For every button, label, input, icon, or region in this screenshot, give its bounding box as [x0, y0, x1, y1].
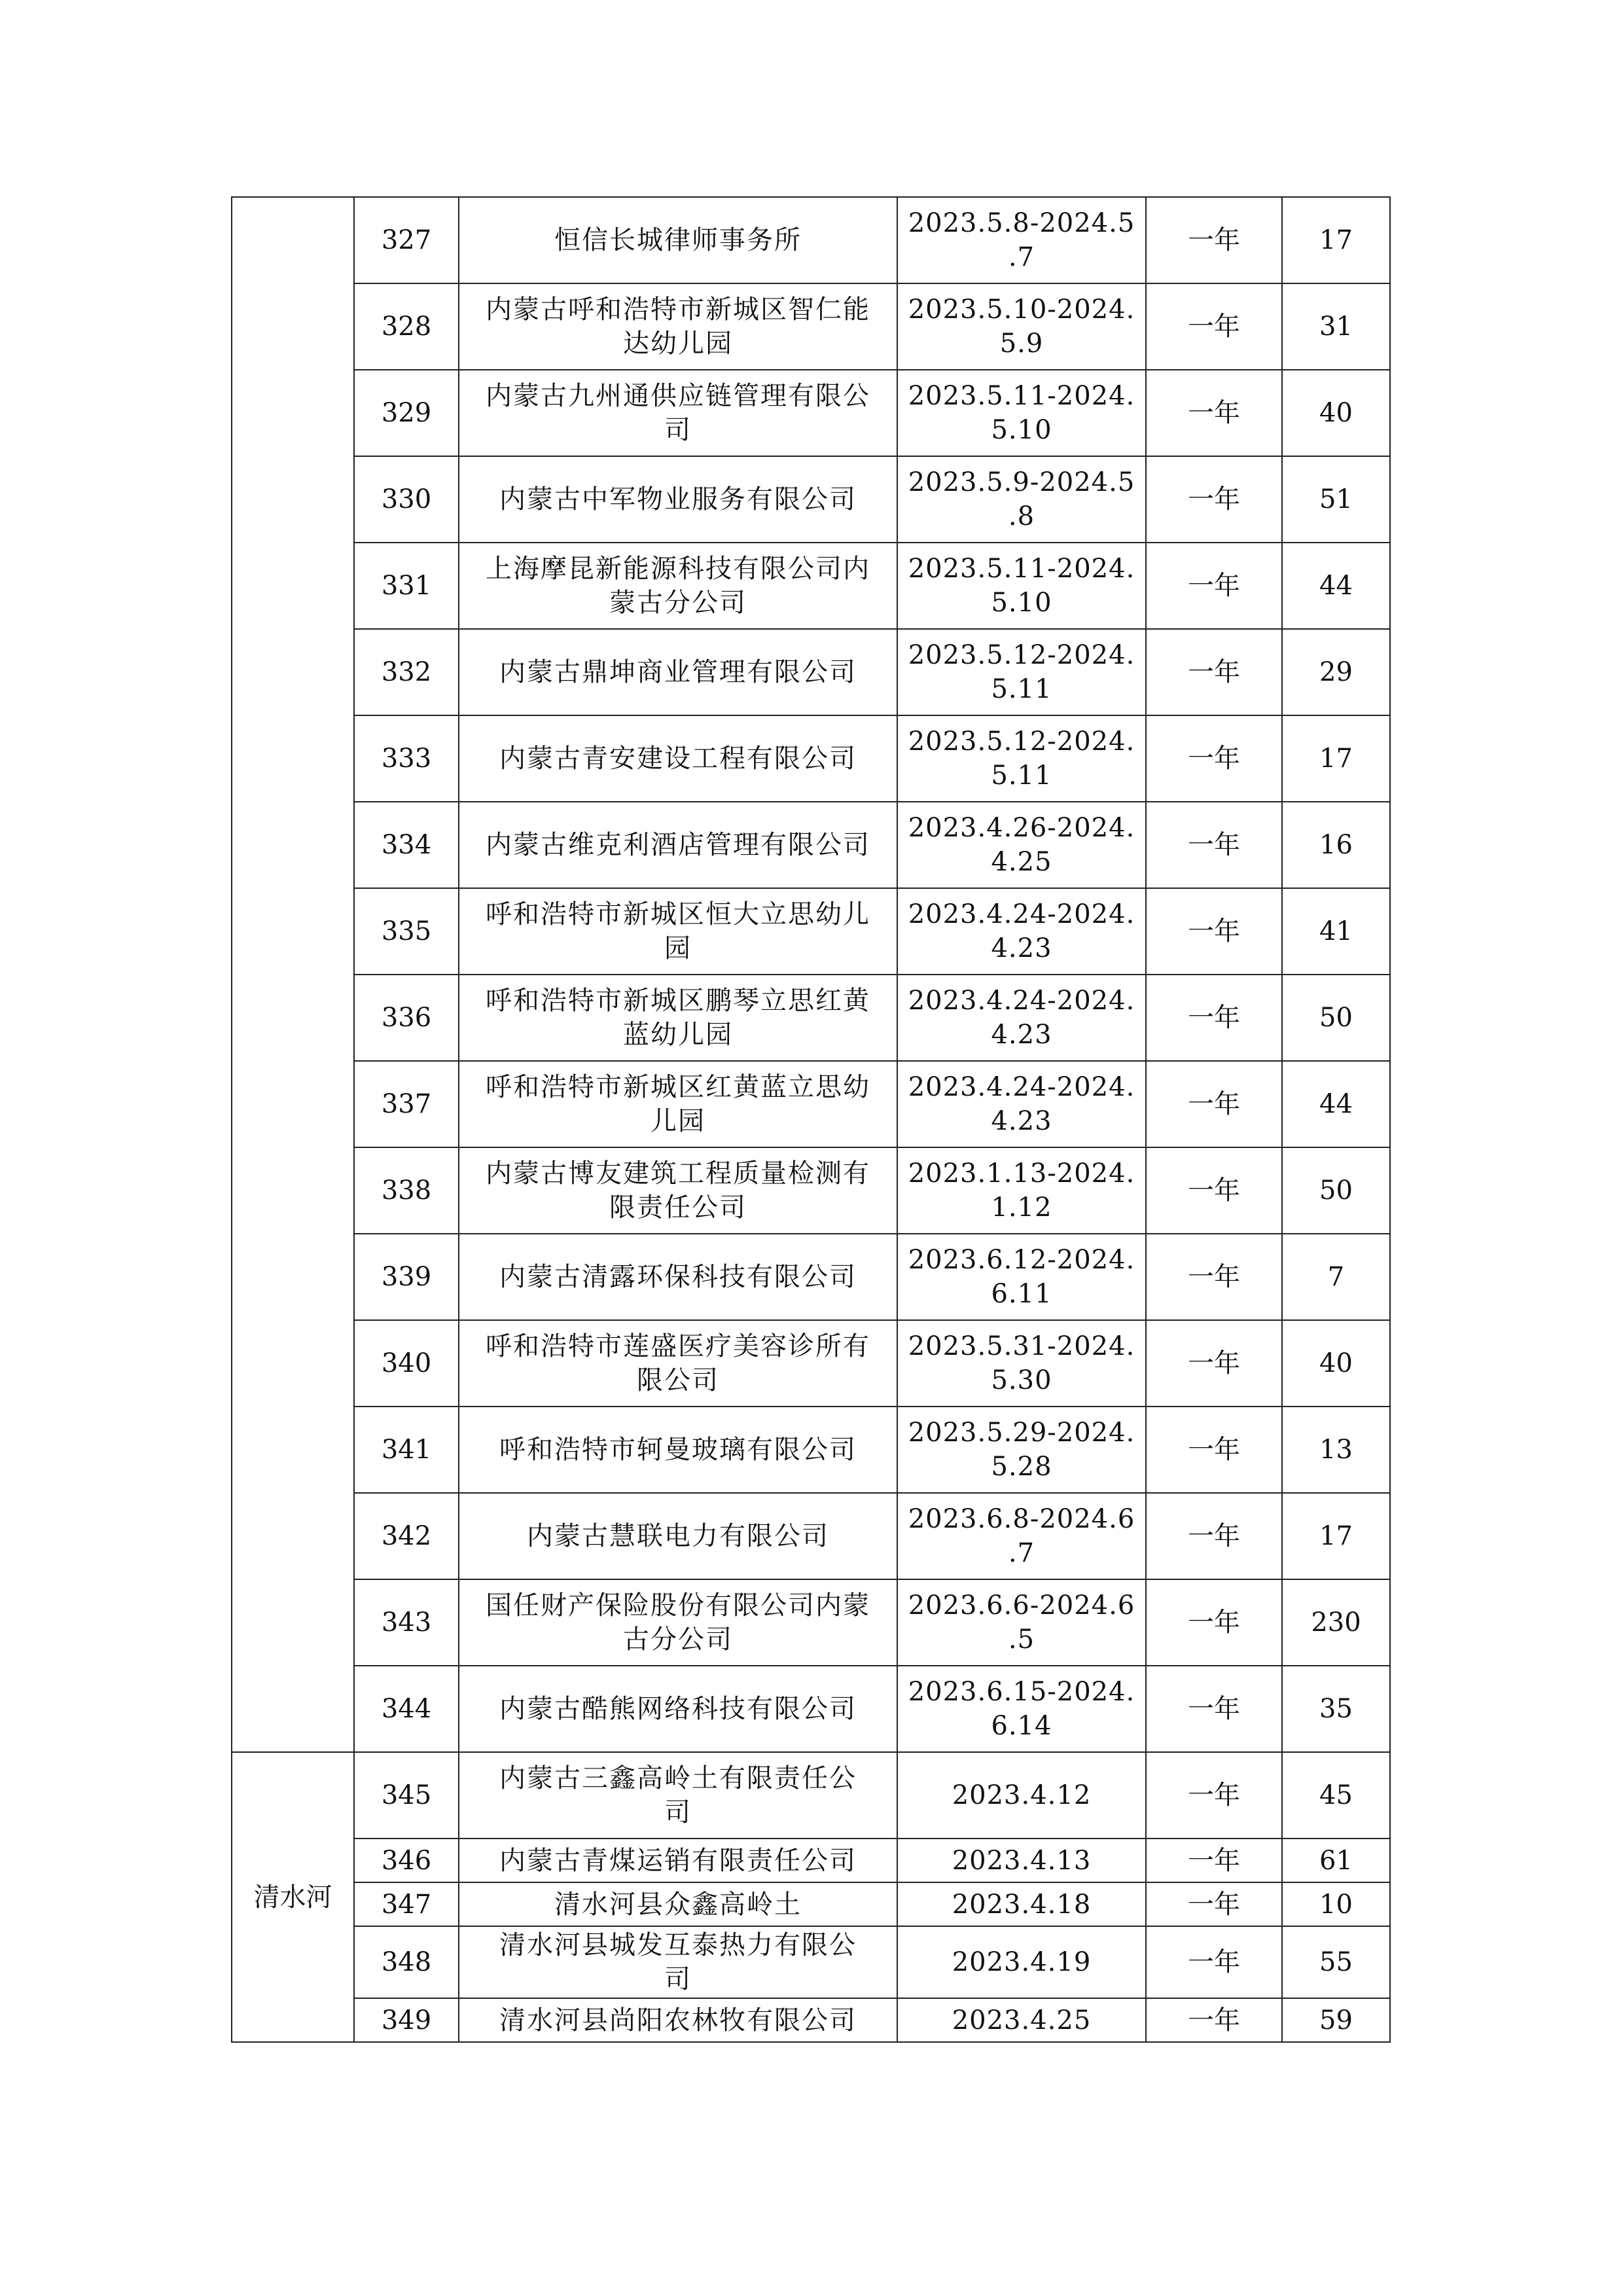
period-cell: 2023.4.19: [897, 1926, 1146, 1998]
company-name-cell: 恒信长城律师事务所: [459, 197, 897, 283]
table-row: [232, 1579, 1390, 1666]
row-number-cell: 347: [354, 1882, 459, 1926]
row-number-cell: 341: [354, 1407, 459, 1493]
company-name-cell: 内蒙古慧联电力有限公司: [459, 1493, 897, 1579]
term-cell: 一年: [1146, 1320, 1282, 1407]
table-row: [232, 1926, 1390, 1998]
row-number-cell: 335: [354, 888, 459, 975]
company-name-cell: 呼和浩特市新城区恒大立思幼儿 园: [459, 888, 897, 975]
term-cell: 一年: [1146, 1147, 1282, 1234]
count-cell: 230: [1282, 1579, 1390, 1666]
period-cell: 2023.1.13-2024. 1.12: [897, 1147, 1146, 1234]
period-cell: 2023.4.24-2024. 4.23: [897, 888, 1146, 975]
period-cell: 2023.4.24-2024. 4.23: [897, 975, 1146, 1061]
region-cell: [232, 197, 354, 1752]
term-cell: 一年: [1146, 283, 1282, 370]
row-number-cell: 338: [354, 1147, 459, 1234]
row-number-cell: 334: [354, 802, 459, 888]
table-row: [232, 456, 1390, 543]
count-cell: 29: [1282, 629, 1390, 715]
table-row: [232, 1320, 1390, 1407]
term-cell: 一年: [1146, 1493, 1282, 1579]
company-name-cell: 呼和浩特市新城区鹏琴立思红黄 蓝幼儿园: [459, 975, 897, 1061]
count-cell: 55: [1282, 1926, 1390, 1998]
table-row: [232, 629, 1390, 715]
company-name-cell: 内蒙古清露环保科技有限公司: [459, 1234, 897, 1320]
enterprise-table: [231, 196, 1391, 2043]
row-number-cell: 348: [354, 1926, 459, 1998]
row-number-cell: 327: [354, 197, 459, 283]
company-name-cell: 内蒙古维克利酒店管理有限公司: [459, 802, 897, 888]
count-cell: 17: [1282, 197, 1390, 283]
term-cell: 一年: [1146, 1752, 1282, 1839]
count-cell: 16: [1282, 802, 1390, 888]
count-cell: 40: [1282, 370, 1390, 456]
row-number-cell: 346: [354, 1839, 459, 1882]
table-row: [232, 1839, 1390, 1882]
row-number-cell: 339: [354, 1234, 459, 1320]
term-cell: 一年: [1146, 975, 1282, 1061]
row-number-cell: 343: [354, 1579, 459, 1666]
count-cell: 44: [1282, 1061, 1390, 1147]
company-name-cell: 国任财产保险股份有限公司内蒙 古分公司: [459, 1579, 897, 1666]
region-cell: 清水河: [232, 1752, 354, 2042]
count-cell: 61: [1282, 1839, 1390, 1882]
count-cell: 7: [1282, 1234, 1390, 1320]
table-row: [232, 1752, 1390, 1839]
row-number-cell: 328: [354, 283, 459, 370]
table-row: [232, 1998, 1390, 2042]
company-name-cell: 内蒙古鼎坤商业管理有限公司: [459, 629, 897, 715]
term-cell: 一年: [1146, 802, 1282, 888]
period-cell: 2023.5.10-2024. 5.9: [897, 283, 1146, 370]
period-cell: 2023.5.12-2024. 5.11: [897, 629, 1146, 715]
count-cell: 35: [1282, 1666, 1390, 1752]
period-cell: 2023.6.15-2024. 6.14: [897, 1666, 1146, 1752]
company-name-cell: 呼和浩特市新城区红黄蓝立思幼 儿园: [459, 1061, 897, 1147]
row-number-cell: 331: [354, 543, 459, 629]
table-row: [232, 1666, 1390, 1752]
period-cell: 2023.5.29-2024. 5.28: [897, 1407, 1146, 1493]
row-number-cell: 349: [354, 1998, 459, 2042]
term-cell: 一年: [1146, 197, 1282, 283]
company-name-cell: 清水河县众鑫高岭土: [459, 1882, 897, 1926]
count-cell: 17: [1282, 715, 1390, 802]
table-row: [232, 283, 1390, 370]
term-cell: 一年: [1146, 715, 1282, 802]
count-cell: 41: [1282, 888, 1390, 975]
row-number-cell: 340: [354, 1320, 459, 1407]
term-cell: 一年: [1146, 1407, 1282, 1493]
period-cell: 2023.4.24-2024. 4.23: [897, 1061, 1146, 1147]
count-cell: 50: [1282, 975, 1390, 1061]
company-name-cell: 上海摩昆新能源科技有限公司内 蒙古分公司: [459, 543, 897, 629]
company-name-cell: 内蒙古博友建筑工程质量检测有 限责任公司: [459, 1147, 897, 1234]
period-cell: 2023.5.9-2024.5 .8: [897, 456, 1146, 543]
term-cell: 一年: [1146, 1061, 1282, 1147]
table-row: [232, 888, 1390, 975]
table-row: [232, 543, 1390, 629]
table-row: [232, 1493, 1390, 1579]
company-name-cell: 内蒙古酷熊网络科技有限公司: [459, 1666, 897, 1752]
company-name-cell: 呼和浩特市轲曼玻璃有限公司: [459, 1407, 897, 1493]
term-cell: 一年: [1146, 629, 1282, 715]
period-cell: 2023.5.31-2024. 5.30: [897, 1320, 1146, 1407]
company-name-cell: 清水河县尚阳农林牧有限公司: [459, 1998, 897, 2042]
period-cell: 2023.4.18: [897, 1882, 1146, 1926]
period-cell: 2023.5.8-2024.5 .7: [897, 197, 1146, 283]
table-row: [232, 1882, 1390, 1926]
period-cell: 2023.4.12: [897, 1752, 1146, 1839]
count-cell: 59: [1282, 1998, 1390, 2042]
company-name-cell: 清水河县城发互泰热力有限公 司: [459, 1926, 897, 1998]
company-name-cell: 内蒙古九州通供应链管理有限公 司: [459, 370, 897, 456]
period-cell: 2023.4.26-2024. 4.25: [897, 802, 1146, 888]
table-row: [232, 1407, 1390, 1493]
term-cell: 一年: [1146, 1882, 1282, 1926]
count-cell: 13: [1282, 1407, 1390, 1493]
table-row: [232, 197, 1390, 283]
company-name-cell: 内蒙古三鑫高岭土有限责任公 司: [459, 1752, 897, 1839]
company-name-cell: 内蒙古呼和浩特市新城区智仁能 达幼儿园: [459, 283, 897, 370]
table-row: [232, 370, 1390, 456]
count-cell: 31: [1282, 283, 1390, 370]
term-cell: 一年: [1146, 888, 1282, 975]
term-cell: 一年: [1146, 1998, 1282, 2042]
table-row: [232, 1234, 1390, 1320]
term-cell: 一年: [1146, 1926, 1282, 1998]
row-number-cell: 342: [354, 1493, 459, 1579]
count-cell: 10: [1282, 1882, 1390, 1926]
period-cell: 2023.6.6-2024.6 .5: [897, 1579, 1146, 1666]
count-cell: 45: [1282, 1752, 1390, 1839]
company-name-cell: 内蒙古青煤运销有限责任公司: [459, 1839, 897, 1882]
row-number-cell: 329: [354, 370, 459, 456]
count-cell: 51: [1282, 456, 1390, 543]
count-cell: 40: [1282, 1320, 1390, 1407]
table-row: [232, 1147, 1390, 1234]
period-cell: 2023.5.11-2024. 5.10: [897, 370, 1146, 456]
row-number-cell: 337: [354, 1061, 459, 1147]
row-number-cell: 344: [354, 1666, 459, 1752]
term-cell: 一年: [1146, 370, 1282, 456]
period-cell: 2023.5.11-2024. 5.10: [897, 543, 1146, 629]
term-cell: 一年: [1146, 1234, 1282, 1320]
row-number-cell: 345: [354, 1752, 459, 1839]
company-name-cell: 呼和浩特市莲盛医疗美容诊所有 限公司: [459, 1320, 897, 1407]
table-row: [232, 802, 1390, 888]
term-cell: 一年: [1146, 1666, 1282, 1752]
period-cell: 2023.6.12-2024. 6.11: [897, 1234, 1146, 1320]
company-name-cell: 内蒙古青安建设工程有限公司: [459, 715, 897, 802]
table-row: [232, 975, 1390, 1061]
term-cell: 一年: [1146, 1579, 1282, 1666]
period-cell: 2023.4.25: [897, 1998, 1146, 2042]
term-cell: 一年: [1146, 456, 1282, 543]
term-cell: 一年: [1146, 543, 1282, 629]
row-number-cell: 330: [354, 456, 459, 543]
count-cell: 50: [1282, 1147, 1390, 1234]
period-cell: 2023.5.12-2024. 5.11: [897, 715, 1146, 802]
table-row: [232, 1061, 1390, 1147]
row-number-cell: 336: [354, 975, 459, 1061]
row-number-cell: 333: [354, 715, 459, 802]
table-row: [232, 715, 1390, 802]
period-cell: 2023.4.13: [897, 1839, 1146, 1882]
count-cell: 44: [1282, 543, 1390, 629]
company-name-cell: 内蒙古中军物业服务有限公司: [459, 456, 897, 543]
period-cell: 2023.6.8-2024.6 .7: [897, 1493, 1146, 1579]
term-cell: 一年: [1146, 1839, 1282, 1882]
count-cell: 17: [1282, 1493, 1390, 1579]
row-number-cell: 332: [354, 629, 459, 715]
